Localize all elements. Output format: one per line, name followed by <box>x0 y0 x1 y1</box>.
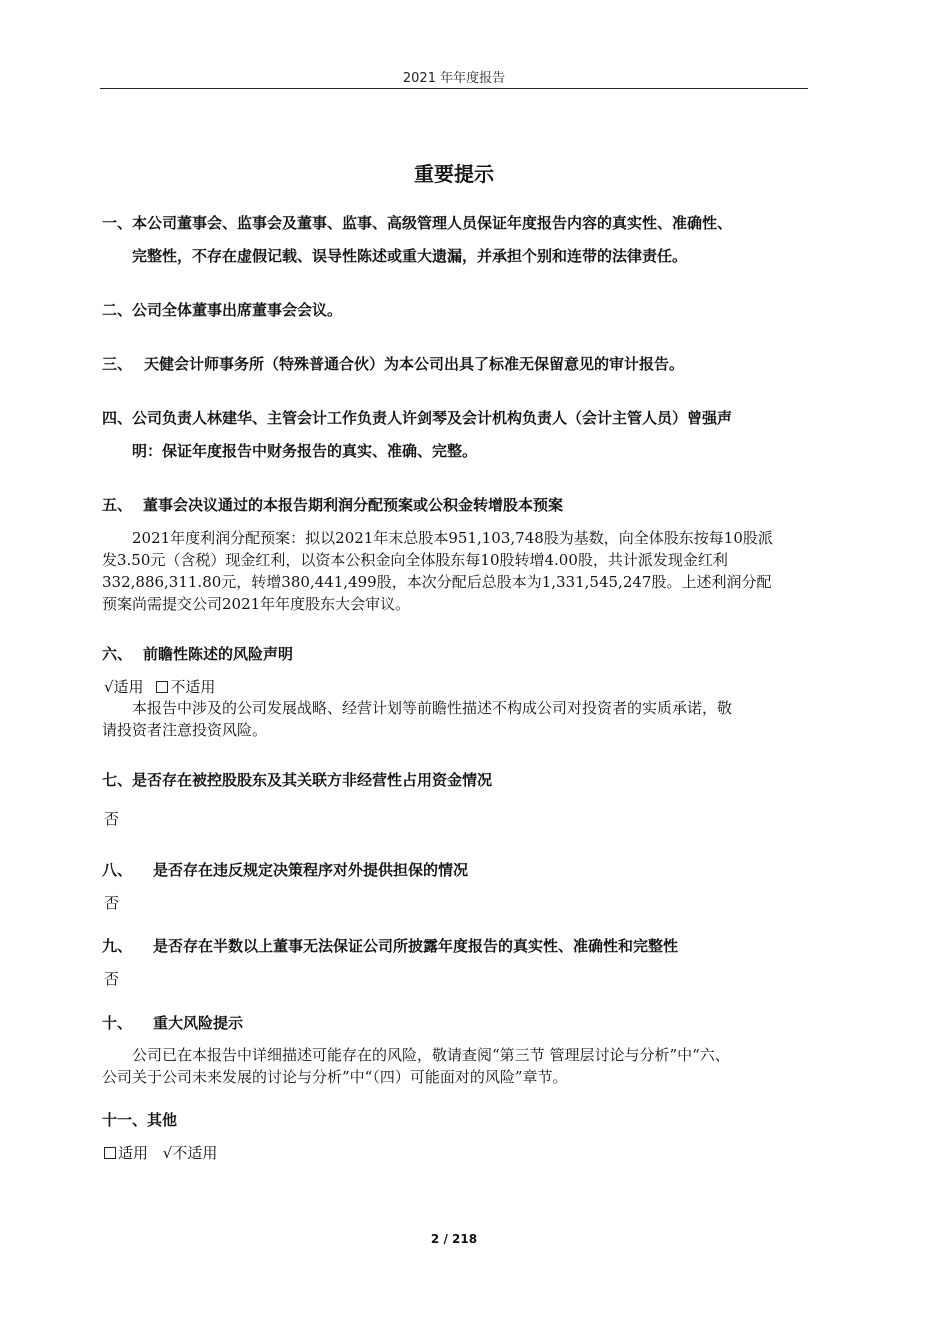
item-one-line2: 完整性，不存在虚假记载、误导性陈述或重大遗漏，并承担个别和连带的法律责任。 <box>132 247 688 265</box>
item-six-number: 六、 <box>102 645 133 663</box>
not-applicable-checked-option: √不适用 <box>162 1144 218 1162</box>
item-five-body-line2: 发3.50元（含税）现金红利，以资本公积金向全体股东每10股转增4.00股，共计派发现金红利 <box>102 551 728 569</box>
running-header: 2021 年年度报告 <box>402 71 506 86</box>
item-four-line1: 四、公司负责人林建华、主管会计工作负责人许剑琴及会计机构负责人（会计主管人员）曾强声 <box>102 409 733 427</box>
item-five-body-line1: 2021年度利润分配预案：拟以2021年末总股本951,103,748股为基数，向全体股东按每10股派 <box>132 529 773 547</box>
item-ten-body-line1: 公司已在本报告中详细描述可能存在的风险，敬请查阅“第三节 管理层讨论与分析”中“六、 <box>132 1046 730 1064</box>
item-six-heading: 前瞻性陈述的风险声明 <box>143 645 294 663</box>
header-rule <box>100 88 808 89</box>
item-seven-answer: 否 <box>104 810 120 828</box>
item-six-body-line1: 本报告中涉及的公司发展战略、经营计划等前瞻性描述不构成公司对投资者的实质承诺，敬 <box>132 699 733 717</box>
applicable-checked-option: √适用 <box>104 678 144 696</box>
item-three-text: 天健会计师事务所（特殊普通合伙）为本公司出具了标准无保留意见的审计报告。 <box>144 355 685 373</box>
item-one-line1: 一、本公司董事会、监事会及董事、监事、高级管理人员保证年度报告内容的真实性、准确性、 <box>102 214 733 232</box>
item-five-number: 五、 <box>102 496 133 514</box>
not-applicable-option: 不适用 <box>170 678 216 696</box>
item-ten-heading: 重大风险提示 <box>153 1014 244 1032</box>
item-eight-number: 八、 <box>102 861 133 879</box>
item-ten-body-line2: 公司关于公司未来发展的讨论与分析”中“（四）可能面对的风险”章节。 <box>102 1068 568 1086</box>
item-six-options <box>104 676 215 697</box>
item-eight-answer: 否 <box>104 894 120 912</box>
item-five-heading: 董事会决议通过的本报告期利润分配预案或公积金转增股本预案 <box>143 496 564 514</box>
item-eleven-heading: 十一、其他 <box>102 1111 178 1129</box>
checkbox-empty-icon <box>156 681 168 693</box>
item-six-body-line2: 请投资者注意投资风险。 <box>102 721 268 739</box>
item-ten-number: 十、 <box>102 1014 133 1032</box>
item-five-body-line4: 预案尚需提交公司2021年年度股东大会审议。 <box>102 595 411 613</box>
item-nine-answer: 否 <box>104 970 120 988</box>
page-number: 2 / 218 <box>430 1232 478 1246</box>
item-four-line2: 明：保证年度报告中财务报告的真实、准确、完整。 <box>132 442 478 460</box>
item-eight-heading: 是否存在违反规定决策程序对外提供担保的情况 <box>153 861 469 879</box>
checkbox-empty-icon <box>104 1147 116 1159</box>
item-seven-heading: 七、是否存在被控股股东及其关联方非经营性占用资金情况 <box>102 771 493 789</box>
item-two: 二、公司全体董事出席董事会会议。 <box>102 301 343 319</box>
applicable-option: 适用 <box>118 1144 149 1162</box>
item-three-number: 三、 <box>102 355 133 373</box>
item-five-body-line3: 332,886,311.80元，转增380,441,499股，本次分配后总股本为1,331,545,247股。上述利润分配 <box>102 573 772 591</box>
item-nine-heading: 是否存在半数以上董事无法保证公司所披露年度报告的真实性、准确性和完整性 <box>153 937 679 955</box>
item-nine-number: 九、 <box>102 937 133 955</box>
item-eleven-options <box>104 1142 217 1163</box>
page-title: 重要提示 <box>414 162 494 186</box>
